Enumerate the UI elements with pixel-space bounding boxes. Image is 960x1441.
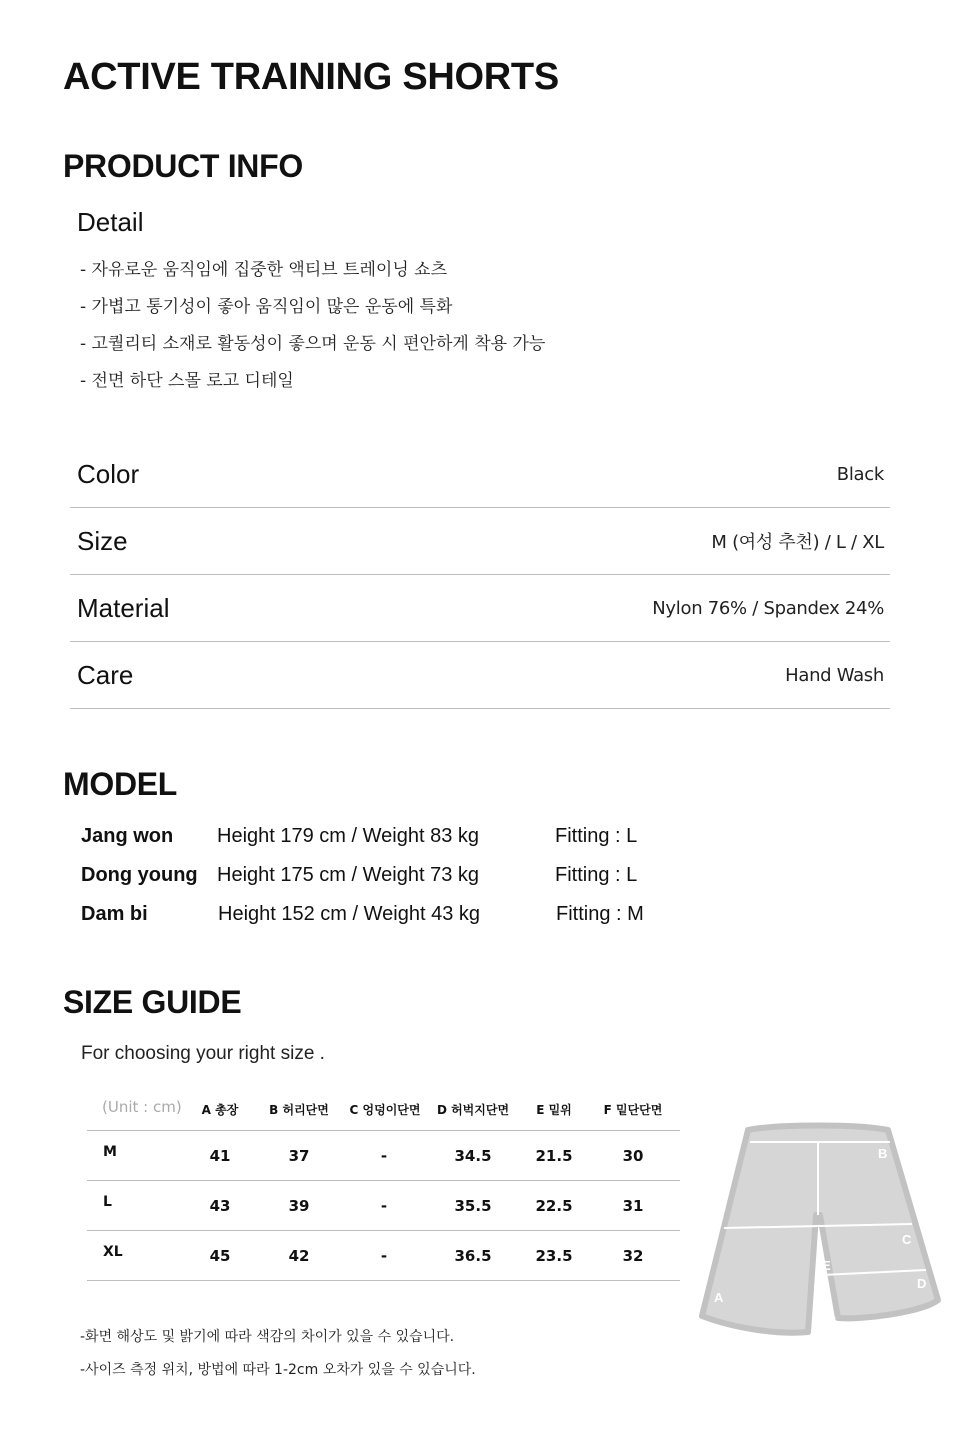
spec-value: Nylon 76% / Spandex 24% bbox=[652, 597, 884, 619]
column-header: A 총장 bbox=[201, 1103, 239, 1117]
product-info-heading: PRODUCT INFO bbox=[63, 148, 303, 184]
size-table bbox=[87, 1092, 680, 1281]
size-row-l bbox=[87, 1181, 680, 1231]
spec-label: Color bbox=[77, 458, 140, 489]
spec-value: Black bbox=[836, 463, 884, 485]
size-cell: 42 bbox=[288, 1247, 310, 1265]
spec-value: Hand Wash bbox=[785, 664, 884, 686]
size-cell: 41 bbox=[209, 1147, 231, 1165]
model-fitting: Fitting : M bbox=[556, 903, 644, 925]
model-row bbox=[81, 864, 721, 903]
column-header: E 밑위 bbox=[536, 1103, 572, 1117]
size-label: M bbox=[103, 1144, 117, 1160]
model-name: Jang won bbox=[81, 825, 174, 847]
model-fitting: Fitting : L bbox=[555, 864, 638, 886]
spec-label: Care bbox=[77, 659, 134, 690]
shorts-outline bbox=[702, 1126, 938, 1333]
size-cell: 36.5 bbox=[454, 1247, 492, 1265]
size-guide-heading: SIZE GUIDE bbox=[63, 984, 242, 1020]
size-label: L bbox=[103, 1194, 112, 1210]
column-header: C 엉덩이단면 bbox=[349, 1103, 421, 1117]
model-name: Dam bi bbox=[81, 903, 148, 925]
size-cell: - bbox=[380, 1247, 388, 1265]
column-header: D 허벅지단면 bbox=[436, 1103, 510, 1117]
size-cell: 37 bbox=[288, 1147, 310, 1165]
size-cell: 23.5 bbox=[535, 1247, 573, 1265]
diagram-label-c: C bbox=[902, 1232, 912, 1247]
size-guide-subtitle: For choosing your right size . bbox=[81, 1043, 325, 1064]
spec-row-material bbox=[70, 575, 890, 642]
detail-heading: Detail bbox=[77, 207, 144, 237]
size-cell: 32 bbox=[622, 1247, 644, 1265]
detail-list bbox=[80, 258, 545, 406]
diagram-label-a: A bbox=[714, 1290, 724, 1305]
detail-item: - 전면 하단 스몰 로고 디테일 bbox=[80, 371, 294, 391]
size-table-header bbox=[87, 1092, 680, 1131]
size-label: XL bbox=[103, 1244, 123, 1260]
size-cell: 34.5 bbox=[454, 1147, 492, 1165]
shorts-measurement-diagram-icon bbox=[698, 1120, 943, 1340]
product-title: ACTIVE TRAINING SHORTS bbox=[63, 56, 559, 98]
spec-row-size bbox=[70, 508, 890, 575]
detail-item: - 고퀄리티 소재로 활동성이 좋으며 운동 시 편안하게 착용 가능 bbox=[80, 334, 546, 354]
size-row-m bbox=[87, 1131, 680, 1181]
model-stats: Height 179 cm / Weight 83 kg bbox=[217, 825, 479, 847]
diagram-label-b: B bbox=[878, 1146, 888, 1161]
model-stats: Height 152 cm / Weight 43 kg bbox=[218, 903, 480, 925]
model-row bbox=[81, 903, 721, 942]
unit-label: (Unit : cm) bbox=[102, 1098, 182, 1116]
diagram-label-f: F bbox=[828, 1314, 836, 1329]
detail-item: - 가볍고 통기성이 좋아 움직임이 많은 운동에 특화 bbox=[80, 297, 453, 317]
model-name: Dong young bbox=[81, 864, 198, 886]
spec-value: M (여성 추천) / L / XL bbox=[711, 532, 884, 553]
model-table bbox=[81, 825, 721, 942]
size-cell: 30 bbox=[622, 1147, 644, 1165]
size-cell: - bbox=[380, 1197, 388, 1215]
size-cell: 22.5 bbox=[535, 1197, 573, 1215]
size-cell: 35.5 bbox=[454, 1197, 492, 1215]
spec-label: Material bbox=[77, 592, 170, 623]
model-heading: MODEL bbox=[63, 766, 178, 802]
model-row bbox=[81, 825, 721, 864]
diagram-label-e: E bbox=[822, 1258, 831, 1273]
spec-row-care bbox=[70, 642, 890, 709]
note-item: -화면 해상도 및 밝기에 따라 색감의 차이가 있을 수 있습니다. bbox=[80, 1329, 455, 1345]
size-cell: 43 bbox=[209, 1197, 231, 1215]
size-row-xl bbox=[87, 1231, 680, 1281]
model-fitting: Fitting : L bbox=[555, 825, 638, 847]
column-header: F 밑단단면 bbox=[603, 1103, 663, 1117]
size-cell: - bbox=[380, 1147, 388, 1165]
spec-table bbox=[70, 441, 890, 709]
size-cell: 45 bbox=[209, 1247, 231, 1265]
diagram-label-d: D bbox=[917, 1276, 927, 1291]
size-cell: 21.5 bbox=[535, 1147, 573, 1165]
size-cell: 31 bbox=[622, 1197, 644, 1215]
note-item: -사이즈 측정 위치, 방법에 따라 1-2cm 오차가 있을 수 있습니다. bbox=[80, 1362, 476, 1378]
model-stats: Height 175 cm / Weight 73 kg bbox=[217, 864, 479, 886]
column-header: B 허리단면 bbox=[269, 1103, 329, 1117]
spec-row-color bbox=[70, 441, 890, 508]
size-notes bbox=[80, 1326, 476, 1392]
detail-item: - 자유로운 움직임에 집중한 액티브 트레이닝 쇼츠 bbox=[80, 260, 447, 280]
spec-label: Size bbox=[77, 525, 128, 556]
size-cell: 39 bbox=[288, 1197, 310, 1215]
